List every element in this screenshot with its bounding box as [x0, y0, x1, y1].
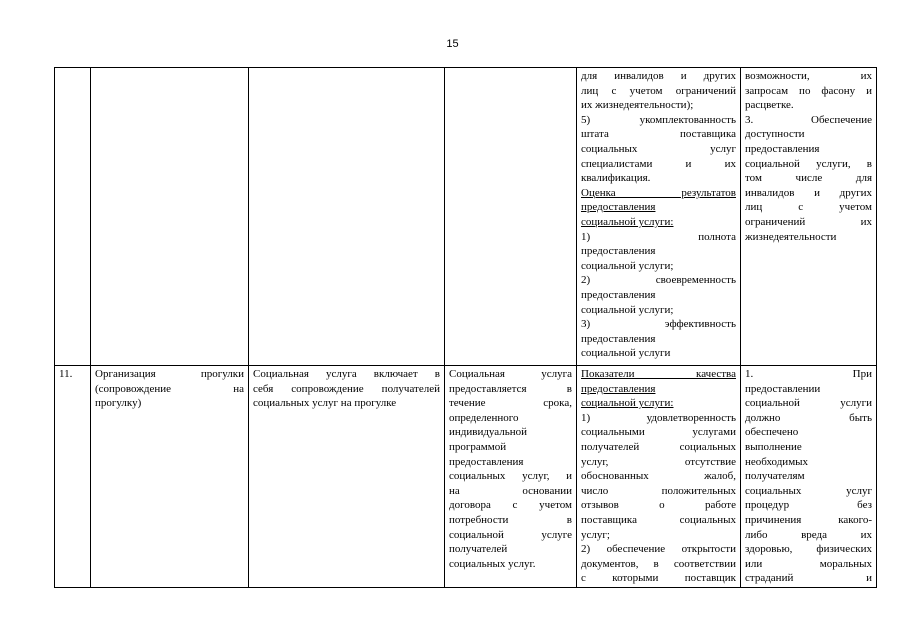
row-number: 11.	[59, 368, 73, 380]
cell-text-line: получателей социальных	[581, 440, 736, 453]
cell-text-line: их жизнедеятельности);	[581, 99, 694, 112]
service-content-cell	[249, 366, 445, 588]
cell-text-line: ограничений их	[745, 215, 872, 228]
cell-text-line: услуг;	[581, 528, 610, 541]
service-terms-cell	[445, 366, 577, 588]
cell-text-line: квалификация.	[581, 172, 651, 185]
cell-text-line: социальной услуги:	[581, 397, 674, 410]
cell-text-line: социальных услуг, и	[449, 470, 572, 483]
cell-text-line: или моральных	[745, 557, 872, 570]
cell-text-line: страданий и	[745, 572, 872, 585]
cell-text-line: 3. Обеспечение	[745, 113, 872, 126]
cell-text-line: доступности	[745, 128, 805, 141]
cell-text-line: с которыми поставщик	[581, 572, 736, 585]
cell-text-line: Оценка результатов	[581, 186, 736, 199]
cell-text-line: отзывов о работе	[581, 499, 736, 512]
cell-text-line: для инвалидов и других	[581, 70, 736, 82]
provision-conditions-cell	[741, 366, 877, 588]
cell-text-line: получателям	[745, 470, 805, 483]
cell-text-line: инвалидов и других	[745, 186, 872, 199]
cell-text-line: социальной услуги;	[581, 303, 674, 316]
cell-text-line: социальных услуг на прогулке	[253, 397, 397, 410]
cell-text-line: предоставления	[581, 288, 656, 301]
cell-text-line: документов, в соответствии	[581, 557, 736, 570]
cell-text-line: (сопровождение на	[95, 382, 244, 395]
cell-text-line: обоснованных жалоб,	[581, 470, 736, 483]
cell-text-line: индивидуальной	[449, 426, 528, 439]
cell-text-line: Социальная услуга	[449, 368, 572, 380]
cell-text-line: обеспечено	[745, 426, 799, 439]
cell-text-line: 3) эффективность	[581, 318, 736, 331]
cell-text-line: поставщика социальных	[581, 513, 736, 526]
cell-text-line: Социальная услуга включает в	[253, 368, 440, 380]
cell-text-line: лиц с учетом	[745, 201, 872, 214]
provision-conditions-cell	[741, 68, 877, 366]
cell-text-line: Организация прогулки	[95, 368, 244, 380]
services-table	[54, 67, 877, 588]
cell-text-line: течение срока,	[449, 397, 572, 410]
cell-text-line: возможности, их	[745, 70, 872, 82]
cell-text-line: предоставления	[449, 455, 524, 468]
cell-text-line: либо вреда их	[745, 528, 872, 541]
cell-text-line: 1. При	[745, 368, 872, 380]
cell-text-line: предоставляется в	[449, 382, 572, 395]
cell-text-line: Показатели качества	[581, 368, 736, 380]
cell-text-line: социальной услуги	[581, 347, 671, 360]
service-content-cell	[249, 68, 445, 366]
cell-text-line: услуг, отсутствие	[581, 455, 736, 468]
quality-indicators-cell	[577, 68, 741, 366]
cell-text-line: необходимых	[745, 455, 809, 468]
cell-text-line: социальной услуги;	[581, 259, 674, 272]
cell-text-line: предоставления	[581, 382, 656, 395]
cell-text-line: предоставления	[581, 245, 656, 258]
cell-text-line: социальными услугами	[581, 426, 736, 439]
cell-text-line: получателей	[449, 543, 508, 556]
cell-text-line: социальных услуг.	[449, 557, 536, 570]
cell-text-line: социальной услуги:	[581, 215, 674, 228]
cell-text-line: предоставлении	[745, 382, 821, 395]
cell-text-line: процедур без	[745, 499, 872, 512]
cell-text-line: том числе для	[745, 172, 872, 185]
cell-text-line: 5) укомплектованность	[581, 113, 736, 126]
cell-text-line: выполнение	[745, 440, 802, 453]
quality-indicators-cell	[577, 366, 741, 588]
cell-text-line: социальных услуг	[581, 142, 736, 155]
cell-text-line: на основании	[449, 484, 572, 497]
cell-text-line: жизнедеятельности	[745, 230, 837, 243]
service-name-cell	[91, 68, 249, 366]
cell-text-line: договора с учетом	[449, 499, 572, 512]
cell-text-line: здоровью, физических	[745, 543, 872, 556]
cell-text-line: штата поставщика	[581, 128, 736, 141]
cell-text-line: предоставления	[581, 201, 656, 214]
cell-text-line: 1) удовлетворенность	[581, 411, 736, 424]
cell-text-line: социальных услуг	[745, 484, 872, 497]
cell-text-line: причинения какого-	[745, 513, 872, 526]
service-terms-cell	[445, 68, 577, 366]
cell-text-line: специалистами и их	[581, 157, 736, 170]
page-number: 15	[446, 38, 459, 50]
cell-text-line: 2) своевременность	[581, 274, 736, 287]
cell-text-line: число положительных	[581, 484, 736, 497]
cell-text-line: должно быть	[745, 411, 872, 424]
service-name-cell	[91, 366, 249, 588]
cell-text-line: социальной услуги, в	[745, 157, 872, 170]
cell-text-line: 2) обеспечение открытости	[581, 543, 736, 556]
cell-text-line: 1) полнота	[581, 230, 736, 243]
cell-text-line: себя сопровождение получателей	[253, 382, 440, 395]
cell-text-line: определенного	[449, 411, 519, 424]
row-number-cell	[55, 366, 91, 588]
cell-text-line: лиц с учетом ограничений	[581, 84, 736, 97]
cell-text-line: предоставления	[581, 332, 656, 345]
cell-text-line: потребности в	[449, 513, 572, 526]
cell-text-line: социальной услуге	[449, 528, 572, 541]
cell-text-line: социальной услуги	[745, 397, 872, 410]
cell-text-line: предоставления	[745, 142, 820, 155]
cell-text-line: расцветке.	[745, 99, 794, 112]
cell-text-line: программой	[449, 440, 507, 453]
cell-text-line: прогулку)	[95, 397, 142, 410]
table-row	[55, 68, 877, 366]
cell-text-line: запросам по фасону и	[745, 84, 872, 97]
row-number-cell	[55, 68, 91, 366]
table-row	[55, 366, 877, 588]
